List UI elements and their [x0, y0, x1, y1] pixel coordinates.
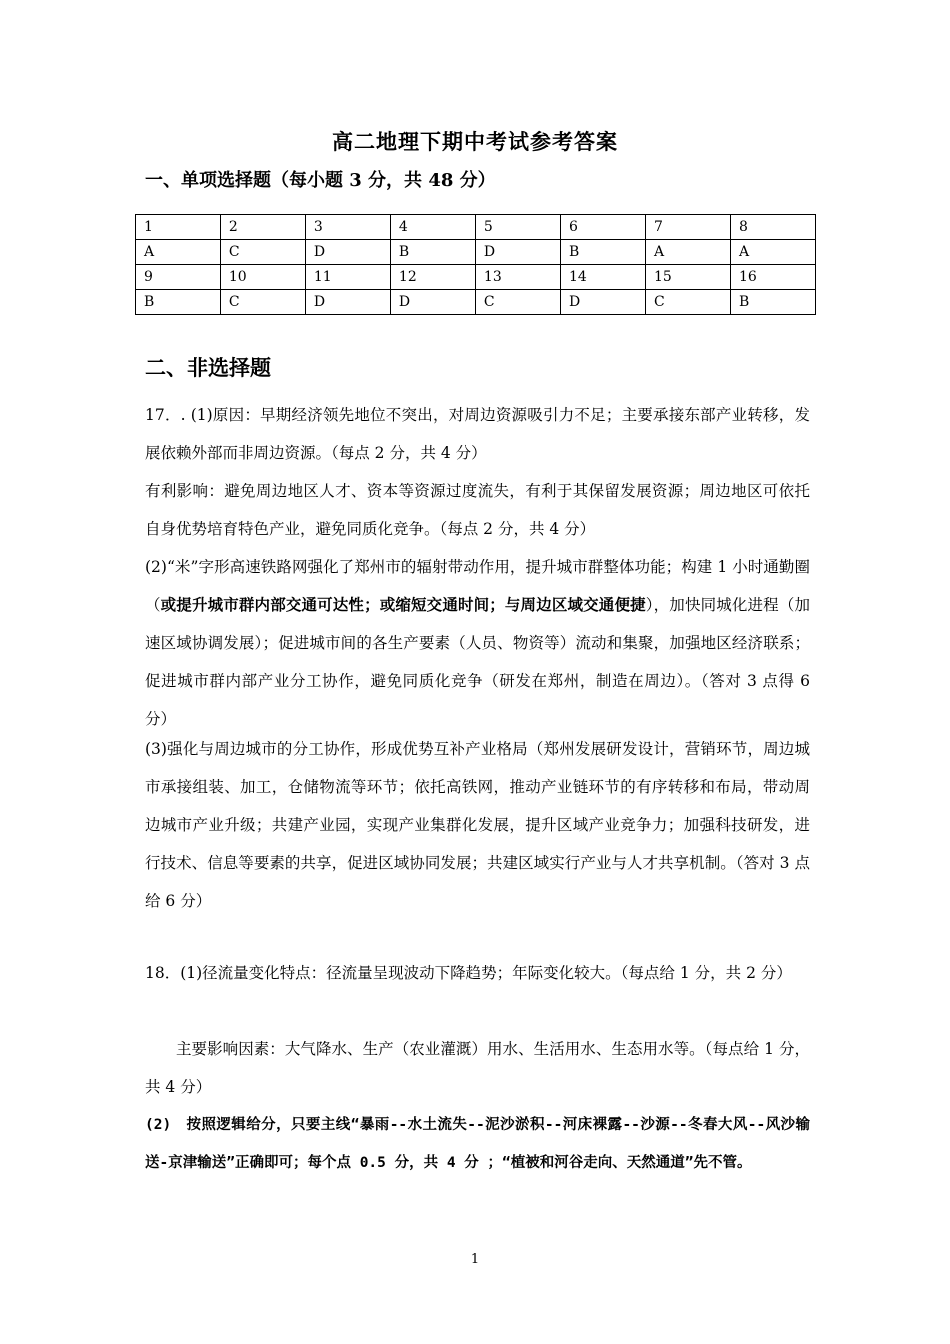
- table-cell: B: [560, 240, 645, 265]
- table-cell: 15: [645, 265, 730, 290]
- q17-part1-impact: 有利影响：避免周边地区人才、资本等资源过度流失，有利于其保留发展资源；周边地区可依托自身优势培育特色产业，避免同质化竞争。（每点 2 分，共 4 分）: [145, 482, 810, 538]
- table-cell: D: [390, 290, 475, 315]
- table-cell: D: [560, 290, 645, 315]
- table-cell: 9: [136, 265, 221, 290]
- table-row: [136, 290, 816, 315]
- table-row: [136, 265, 816, 290]
- table-cell: C: [220, 240, 305, 265]
- table-cell: 16: [730, 265, 815, 290]
- table-cell: B: [730, 290, 815, 315]
- table-cell: A: [730, 240, 815, 265]
- table-cell: D: [305, 240, 390, 265]
- table-cell: 5: [475, 215, 560, 240]
- table-cell: C: [645, 290, 730, 315]
- q17-part2-text-a: (2)“米”字形高速铁路网强化了郑州市的辐射带动作用，提升城市群整体功能；构建 1 小时通勤圈（: [145, 558, 810, 614]
- table-cell: B: [390, 240, 475, 265]
- q17-part2-bold: 或提升城市群内部交通可达性；或缩短交通时间；与周边区域交通便捷: [160, 595, 646, 614]
- q17-part1-reason: 17．. (1)原因：早期经济领先地位不突出，对周边资源吸引力不足；主要承接东部产业转移，发展依赖外部而非周边资源。（每点 2 分，共 4 分）: [145, 406, 810, 462]
- table-cell: D: [475, 240, 560, 265]
- q17-part2-text-b: ），加快同城化进程（加速区域协调发展）；促进城市间的各生产要素（人员、物资等）流动和集聚，加强地区经济联系；促进城市群内部产业分工协作，避免同质化竞争（研发在郑州，制造在周边）。（答对 3 点得 6 分）: [145, 596, 810, 728]
- table-cell: 7: [645, 215, 730, 240]
- page-title: 高二地理下期中考试参考答案: [332, 129, 618, 154]
- q18-part2: (2) 按照逻辑给分，只要主线“暴雨--水土流失--泥沙淤积--河床裸露--沙源--冬春大风--风沙输送-京津输送”正确即可；每个点 0.5 分，共 4 分 ；“植被和河谷走向、天然通道”先不管。: [145, 1117, 810, 1171]
- table-cell: A: [136, 240, 221, 265]
- q18-part1-feature: 18．(1)径流量变化特点：径流量呈现波动下降趋势；年际变化较大。（每点给 1 分，共 2 分）: [145, 964, 792, 982]
- table-cell: 11: [305, 265, 390, 290]
- table-cell: 13: [475, 265, 560, 290]
- table-cell: 2: [220, 215, 305, 240]
- table-cell: A: [645, 240, 730, 265]
- table-cell: 4: [390, 215, 475, 240]
- answer-table: [135, 214, 816, 315]
- table-cell: 10: [220, 265, 305, 290]
- q17-part2: [145, 548, 810, 738]
- page-number: 1: [470, 1252, 480, 1267]
- table-cell: 3: [305, 215, 390, 240]
- table-cell: C: [475, 290, 560, 315]
- section1-heading: 一、单项选择题（每小题 3 分，共 48 分）: [145, 170, 496, 191]
- table-cell: 8: [730, 215, 815, 240]
- table-cell: D: [305, 290, 390, 315]
- section2-heading: 二、非选择题: [145, 355, 271, 380]
- table-cell: B: [136, 290, 221, 315]
- table-cell: C: [220, 290, 305, 315]
- table-cell: 6: [560, 215, 645, 240]
- q17-part3: (3)强化与周边城市的分工协作，形成优势互补产业格局（郑州发展研发设计，营销环节，周边城市承接组装、加工，仓储物流等环节；依托高铁网，推动产业链环节的有序转移和布局，带动周边城市产业升级；共建产业园，实现产业集群化发展，提升区域产业竞争力；加强科技研发，进行技术、信息等要素的共享，促进区域协同发展；共建区域实行产业与人才共享机制。（答对 3 点给 6 分）: [145, 740, 810, 910]
- table-cell: 12: [390, 265, 475, 290]
- table-cell: 1: [136, 215, 221, 240]
- q18-part1-factors: 主要影响因素：大气降水、生产（农业灌溉）用水、生活用水、生态用水等。（每点给 1 分，共 4 分）: [145, 1040, 810, 1096]
- table-row: [136, 240, 816, 265]
- table-row: [136, 215, 816, 240]
- table-cell: 14: [560, 265, 645, 290]
